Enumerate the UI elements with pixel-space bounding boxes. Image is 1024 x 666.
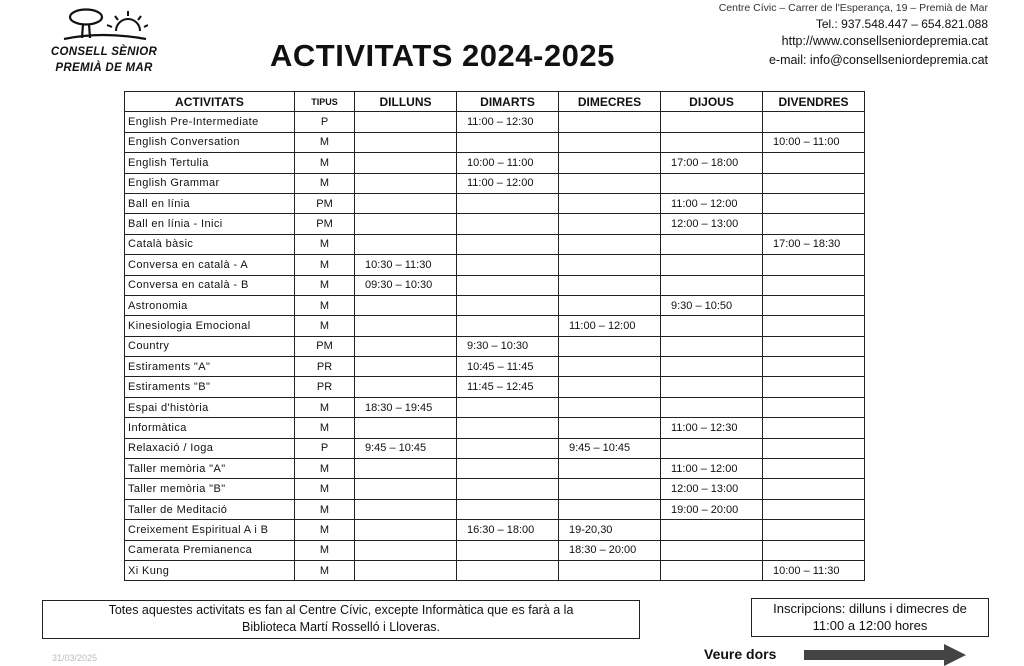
table-header-row — [125, 92, 865, 112]
schedule-cell-dv — [763, 479, 865, 499]
activity-type: P — [295, 112, 355, 132]
schedule-cell-dj: 17:00 – 18:00 — [661, 153, 763, 173]
schedule-cell-dv — [763, 255, 865, 275]
schedule-cell-dv — [763, 520, 865, 540]
activity-name: Xi Kung — [125, 560, 295, 580]
schedule-cell-dl — [355, 459, 457, 479]
activity-type: M — [295, 153, 355, 173]
schedule-cell-dm — [457, 255, 559, 275]
schedule-cell-dl — [355, 540, 457, 560]
schedule-cell-dm — [457, 560, 559, 580]
right-arrow-icon — [804, 644, 966, 666]
schedule-cell-dv — [763, 336, 865, 356]
activity-type: M — [295, 173, 355, 193]
schedule-cell-dv — [763, 438, 865, 458]
table-row — [125, 173, 865, 193]
col-header-dilluns: DILLUNS — [355, 92, 457, 112]
activity-type: M — [295, 459, 355, 479]
schedule-cell-dv — [763, 153, 865, 173]
schedule-cell-dc — [559, 275, 661, 295]
schedule-cell-dc — [559, 560, 661, 580]
activity-name: Taller memòria "B" — [125, 479, 295, 499]
schedule-cell-dm — [457, 397, 559, 417]
table-row — [125, 275, 865, 295]
activity-type: PM — [295, 214, 355, 234]
table-row — [125, 214, 865, 234]
schedule-cell-dv: 10:00 – 11:00 — [763, 132, 865, 152]
schedule-cell-dv — [763, 295, 865, 315]
schedule-cell-dl — [355, 336, 457, 356]
schedule-cell-dj — [661, 560, 763, 580]
schedule-cell-dv — [763, 112, 865, 132]
schedule-cell-dc: 19-20,30 — [559, 520, 661, 540]
schedule-cell-dj — [661, 377, 763, 397]
schedule-cell-dj: 9:30 – 10:50 — [661, 295, 763, 315]
activity-name: English Grammar — [125, 173, 295, 193]
email-link[interactable]: e-mail: info@consellseniordepremia.cat — [768, 53, 988, 67]
activity-type: M — [295, 520, 355, 540]
schedule-cell-dl — [355, 560, 457, 580]
schedule-cell-dc — [559, 418, 661, 438]
schedule-cell-dc: 11:00 – 12:00 — [559, 316, 661, 336]
logo-tree-sun-icon — [56, 6, 148, 44]
table-row — [125, 336, 865, 356]
table-row — [125, 560, 865, 580]
phone: Tel.: 937.548.447 – 654.821.088 — [815, 17, 988, 31]
activity-type: M — [295, 540, 355, 560]
activity-type: PM — [295, 193, 355, 213]
activity-name: Astronomia — [125, 295, 295, 315]
next-page-label: Veure dors — [704, 646, 777, 662]
table-row — [125, 540, 865, 560]
activity-name: Taller de Meditació — [125, 499, 295, 519]
schedule-cell-dm: 11:45 – 12:45 — [457, 377, 559, 397]
schedule-cell-dl — [355, 499, 457, 519]
schedule-cell-dj: 12:00 – 13:00 — [661, 214, 763, 234]
activity-type: M — [295, 234, 355, 254]
activity-name: Ball en línia - Inici — [125, 214, 295, 234]
table-row — [125, 255, 865, 275]
activity-name: Conversa en català - B — [125, 275, 295, 295]
activity-name: Kinesiologia Emocional — [125, 316, 295, 336]
schedule-cell-dj — [661, 540, 763, 560]
schedule-cell-dm — [457, 132, 559, 152]
schedule-cell-dl — [355, 234, 457, 254]
schedule-cell-dj: 11:00 – 12:00 — [661, 459, 763, 479]
schedule-cell-dm — [457, 438, 559, 458]
activity-type: M — [295, 560, 355, 580]
schedule-cell-dm — [457, 418, 559, 438]
website-link[interactable]: http://www.consellseniordepremia.cat — [781, 34, 988, 48]
schedule-cell-dm — [457, 214, 559, 234]
table-row — [125, 357, 865, 377]
schedule-cell-dc — [559, 214, 661, 234]
activity-type: PR — [295, 377, 355, 397]
table-row — [125, 316, 865, 336]
contact-info — [719, 0, 988, 70]
schedule-cell-dv — [763, 377, 865, 397]
activity-name: Estiraments "A" — [125, 357, 295, 377]
schedule-table — [124, 91, 865, 581]
activity-name: English Tertulia — [125, 153, 295, 173]
schedule-cell-dj: 11:00 – 12:30 — [661, 418, 763, 438]
activity-name: Estiraments "B" — [125, 377, 295, 397]
schedule-cell-dl — [355, 316, 457, 336]
activity-name: Conversa en català - A — [125, 255, 295, 275]
activity-type: M — [295, 255, 355, 275]
schedule-cell-dj — [661, 255, 763, 275]
table-row — [125, 499, 865, 519]
org-name-line1: CONSELL SÈNIOR — [50, 46, 158, 58]
schedule-cell-dv — [763, 540, 865, 560]
schedule-cell-dc — [559, 459, 661, 479]
schedule-cell-dm: 16:30 – 18:00 — [457, 520, 559, 540]
schedule-cell-dj — [661, 316, 763, 336]
schedule-cell-dc — [559, 153, 661, 173]
schedule-cell-dj: 19:00 – 20:00 — [661, 499, 763, 519]
activity-name: Relaxació / Ioga — [125, 438, 295, 458]
schedule-cell-dm: 11:00 – 12:30 — [457, 112, 559, 132]
schedule-cell-dm: 10:00 – 11:00 — [457, 153, 559, 173]
schedule-cell-dl — [355, 377, 457, 397]
schedule-cell-dl — [355, 153, 457, 173]
table-row — [125, 520, 865, 540]
schedule-cell-dc — [559, 397, 661, 417]
schedule-cell-dc — [559, 479, 661, 499]
schedule-cell-dc — [559, 357, 661, 377]
schedule-cell-dv — [763, 418, 865, 438]
org-name-line2: PREMIÀ DE MAR — [55, 62, 153, 74]
activity-name: Country — [125, 336, 295, 356]
schedule-cell-dc — [559, 193, 661, 213]
schedule-cell-dm — [457, 540, 559, 560]
schedule-cell-dc — [559, 377, 661, 397]
table-row — [125, 377, 865, 397]
schedule-cell-dj: 12:00 – 13:00 — [661, 479, 763, 499]
col-header-dijous: DIJOUS — [661, 92, 763, 112]
table-row — [125, 153, 865, 173]
activity-type: PR — [295, 357, 355, 377]
table-row — [125, 397, 865, 417]
activity-type: M — [295, 499, 355, 519]
activity-type: PM — [295, 336, 355, 356]
schedule-cell-dv — [763, 499, 865, 519]
activity-name: Creixement Espiritual A i B — [125, 520, 295, 540]
schedule-cell-dc — [559, 499, 661, 519]
schedule-cell-dm — [457, 234, 559, 254]
activity-name: English Conversation — [125, 132, 295, 152]
schedule-cell-dc: 18:30 – 20:00 — [559, 540, 661, 560]
schedule-cell-dc: 9:45 – 10:45 — [559, 438, 661, 458]
activity-type: M — [295, 316, 355, 336]
location-note — [42, 600, 640, 639]
registration-note-line1: Inscripcions: dilluns i dimecres de — [773, 601, 967, 616]
activity-type: M — [295, 397, 355, 417]
schedule-cell-dl — [355, 112, 457, 132]
schedule-cell-dl — [355, 479, 457, 499]
schedule-cell-dv — [763, 275, 865, 295]
date-stamp: 31/03/2025 — [52, 653, 98, 663]
schedule-cell-dm — [457, 316, 559, 336]
activity-name: Espai d'història — [125, 397, 295, 417]
schedule-cell-dm — [457, 295, 559, 315]
schedule-cell-dl: 18:30 – 19:45 — [355, 397, 457, 417]
activity-type: M — [295, 275, 355, 295]
schedule-cell-dm: 9:30 – 10:30 — [457, 336, 559, 356]
location-note-line2: Biblioteca Martí Rosselló i Lloveras. — [242, 620, 440, 634]
schedule-cell-dl — [355, 520, 457, 540]
activity-type: M — [295, 479, 355, 499]
activity-type: M — [295, 132, 355, 152]
schedule-cell-dl: 9:45 – 10:45 — [355, 438, 457, 458]
table-row — [125, 459, 865, 479]
schedule-cell-dl: 10:30 – 11:30 — [355, 255, 457, 275]
schedule-cell-dl — [355, 295, 457, 315]
col-header-divendres: DIVENDRES — [763, 92, 865, 112]
schedule-cell-dv — [763, 357, 865, 377]
table-row — [125, 193, 865, 213]
schedule-cell-dl — [355, 214, 457, 234]
col-header-activitats: ACTIVITATS — [125, 92, 295, 112]
schedule-cell-dm — [457, 479, 559, 499]
schedule-cell-dc — [559, 234, 661, 254]
schedule-cell-dj — [661, 132, 763, 152]
address: Centre Cívic – Carrer de l'Esperança, 19 – Premià de Mar — [718, 2, 988, 14]
table-row — [125, 418, 865, 438]
schedule-cell-dl — [355, 132, 457, 152]
schedule-cell-dj — [661, 520, 763, 540]
activity-name: Taller memòria "A" — [125, 459, 295, 479]
schedule-cell-dv — [763, 214, 865, 234]
schedule-cell-dm — [457, 275, 559, 295]
schedule-cell-dl — [355, 418, 457, 438]
schedule-cell-dm — [457, 459, 559, 479]
schedule-cell-dm — [457, 193, 559, 213]
table-row — [125, 438, 865, 458]
schedule-cell-dl — [355, 193, 457, 213]
schedule-cell-dm: 10:45 – 11:45 — [457, 357, 559, 377]
activity-name: English Pre-Intermediate — [125, 112, 295, 132]
schedule-cell-dj — [661, 275, 763, 295]
activity-name: Ball en línia — [125, 193, 295, 213]
table-row — [125, 132, 865, 152]
schedule-cell-dj — [661, 336, 763, 356]
schedule-cell-dv — [763, 459, 865, 479]
schedule-cell-dv: 17:00 – 18:30 — [763, 234, 865, 254]
schedule-cell-dv — [763, 316, 865, 336]
activity-type: M — [295, 295, 355, 315]
col-header-tipus: TIPUS — [295, 92, 355, 112]
schedule-cell-dl: 09:30 – 10:30 — [355, 275, 457, 295]
schedule-cell-dj — [661, 397, 763, 417]
location-note-line1: Totes aquestes activitats es fan al Centre Cívic, excepte Informàtica que es farà a la — [108, 603, 574, 617]
schedule-cell-dv: 10:00 – 11:30 — [763, 560, 865, 580]
activity-name: Informàtica — [125, 418, 295, 438]
schedule-cell-dv — [763, 193, 865, 213]
table-row — [125, 295, 865, 315]
schedule-cell-dv — [763, 397, 865, 417]
table-row — [125, 112, 865, 132]
schedule-cell-dm: 11:00 – 12:00 — [457, 173, 559, 193]
logo — [40, 6, 170, 78]
schedule-cell-dj — [661, 357, 763, 377]
schedule-cell-dj — [661, 173, 763, 193]
page-title: ACTIVITATS 2024-2025 — [270, 38, 615, 73]
table-row — [125, 479, 865, 499]
schedule-cell-dc — [559, 255, 661, 275]
col-header-dimarts: DIMARTS — [457, 92, 559, 112]
schedule-cell-dc — [559, 336, 661, 356]
activity-name: Català bàsic — [125, 234, 295, 254]
table-row — [125, 234, 865, 254]
schedule-cell-dj — [661, 234, 763, 254]
col-header-dimecres: DIMECRES — [559, 92, 661, 112]
schedule-cell-dc — [559, 112, 661, 132]
schedule-cell-dl — [355, 357, 457, 377]
registration-note-line2: 11:00 a 12:00 hores — [812, 618, 928, 633]
schedule-cell-dj: 11:00 – 12:00 — [661, 193, 763, 213]
schedule-cell-dv — [763, 173, 865, 193]
activity-type: M — [295, 418, 355, 438]
schedule-cell-dj — [661, 438, 763, 458]
activity-name: Camerata Premianenca — [125, 540, 295, 560]
registration-note — [751, 598, 989, 637]
schedule-cell-dc — [559, 173, 661, 193]
activity-type: P — [295, 438, 355, 458]
schedule-cell-dm — [457, 499, 559, 519]
schedule-cell-dl — [355, 173, 457, 193]
schedule-cell-dc — [559, 132, 661, 152]
schedule-cell-dj — [661, 112, 763, 132]
schedule-cell-dc — [559, 295, 661, 315]
